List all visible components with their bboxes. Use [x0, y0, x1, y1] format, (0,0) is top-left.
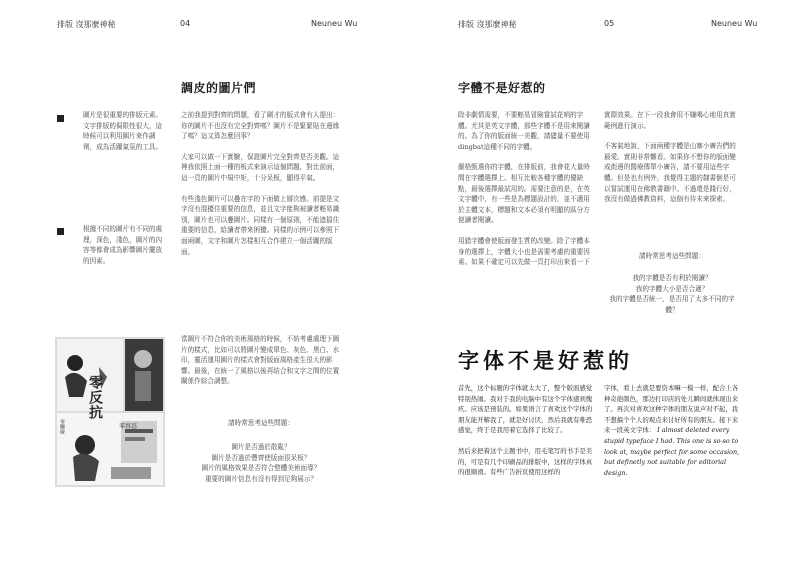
- question: 圖片是否過於豐齊使版面很呆板？: [211, 453, 311, 462]
- side-note: 圖片是很重要的排版元素。文字排版的侷限性很大，這時候可以利用圖片來作調劑，成為活躍氣氛的工具。: [83, 111, 163, 151]
- question: 我的字體大小是否合適？: [635, 284, 709, 293]
- poster-text: 零觸碰: [59, 419, 65, 434]
- body-text-left: [181, 110, 341, 267]
- handwriting-col1: [458, 383, 594, 488]
- poster-collage-illustration: [55, 337, 165, 487]
- question-intro: 請時常思考這些問題：: [639, 252, 705, 260]
- question-list: [604, 273, 740, 315]
- question: 我的字體是否統一，是否用了太多不同的字體？: [609, 295, 735, 314]
- section-title-right: 字體不是好惹的: [458, 81, 546, 95]
- poster-text: 零反抗: [87, 375, 103, 420]
- paragraph: 字体，看上去就是要资本嘛一模一样，配合上各种奇葩颜色，那边打印店的处儿瞬间就体现出来了。再次对喜欢这种字体的朋友说声对不起，我不想搞个个人的观点来讨好所有的朋友。接下来来一段英文字体：: [604, 384, 739, 435]
- running-header-left: 排版 沒那麼神秘: [57, 20, 116, 29]
- english-sample-text: I almost deleted every stupid typeface I had. This one is so-so to look at, maybe perfect for some occasion, but definetly not suitable for editorial design.: [604, 426, 740, 477]
- bullet-marker: [57, 115, 64, 122]
- question-list: [181, 442, 341, 484]
- display-heading: 字体不是好惹的: [458, 349, 633, 373]
- poster-collage-image: [55, 337, 165, 487]
- body-text-right-col1: [458, 110, 594, 278]
- paragraph: 之前我提到對齊的問題，看了剛才的版式會有人提出：你的圖片不也沒有完全對齊嗎？圖片不是緊緊貼在邊緣了嗎？這又算怎麼回事？: [181, 111, 340, 141]
- question: 重要的圖片信息有沒有得到足夠展示？: [204, 474, 318, 483]
- paragraph: 實際效果。在下一段我會用不嫌喝心地用真實範例進行演示。: [604, 111, 736, 130]
- question: 圖片的風格效果是否符合整體美術面導？: [201, 464, 321, 473]
- paragraph: 嚴格甄選你的字體，在排版前，我會花大量時間在字體選擇上。相互比較各種字體的優缺點，最後選擇最試用的。需要注意的是，在英文字體中，有一些是為標題設計的，並不適用於主體文本，標題和文本必須有明顯的區分方便讀者閱讀。: [458, 163, 590, 225]
- poster-text: 零容忍: [119, 423, 138, 430]
- handwriting-col2: [604, 383, 740, 478]
- question-intro: 請時常思考這些問題：: [228, 419, 294, 427]
- question: 我的字體是否有利於閱讀？: [632, 274, 712, 282]
- paragraph: 首先，这个标题的字体就太大了，整个版面感觉特别热闹。我对于我的电脑中有这个字体感到愧疚。应该是预装的。如果语言了喜欢这个字体的朋友能开解我了，就是好讨厌，然后我就有唯恐感觉，终于是我用着它选择了比较了。: [458, 384, 593, 435]
- author-left: Neuneu Wu: [311, 19, 358, 28]
- page-number-left: 04: [180, 19, 191, 28]
- paragraph: 然后来把着这个主题书中，用毛笔写的书手是美的，可是有几个印刷品的排版中，这样的字体真的很顺滑。有些广告折页使用这样的: [458, 446, 593, 477]
- paragraph: 有些淺色圖片可以疊在字的下面做上層次感。前提是文字沒有混擾住重要的信息，並且文字能夠被讀者輕易識別，圖片也可以疊圖片。同樣有一個原則，不能遮擋住重要的信息，給讀者帶來困擾。同樣的示例可以參照下面兩圖，文字和圖片怎樣相互合作建立一個活躍的版面。: [181, 194, 340, 256]
- side-note: 根據不同的圖片有不同的處理，深色，淺色，圖片的內容等都會成為影響圖片擺放的因素。: [83, 225, 163, 265]
- section-title-left: 調皮的圖片們: [181, 81, 257, 95]
- paragraph: 用錯字體會使版面發生質的改變。除了字體本身的選擇上，字體大小也是需要考慮的重要因素。如果不確定可以先做一頁打印出來看一下: [458, 236, 590, 267]
- paragraph: 當圖片不符合你的美術風格的時候，不妨考慮處理下圖片的樣式，比如可以將圖片變成單色、灰色、黑白、水印，靈活運用圖片的樣式會對版面風格產生很大的影響。最後，在統一了風格以後再結合和文字之間的位置關係作綜合調整。: [181, 335, 340, 386]
- body-text-right-col2: [604, 110, 740, 215]
- question: 圖片是否過於散亂？: [231, 443, 291, 451]
- bullet-marker: [57, 228, 64, 235]
- paragraph: 大家可以做一下實驗，保證圖片完全對齊是否美觀。這裡我依照上面一種的板式來演示這個問題，對比前面，這一頁的圖片中規中矩，十分呆板，顯得平氣。: [181, 152, 340, 182]
- author-right: Neuneu Wu: [711, 19, 758, 28]
- page-number-right: 05: [604, 19, 615, 28]
- paragraph: 除非劇情需要，不要輕易冒險嘗試花哨的字體。尤其是英文字體，那些字體不是用來閱讀的。為了你的版面統一美觀，請儘量不要使用dingbat這種不同的字體。: [458, 111, 590, 151]
- running-header-right: 排版 沒那麼神秘: [458, 20, 517, 29]
- paragraph: 不客氣地說，下面兩種字體是山寨小廣告們的最愛。實則非常難看。如果你不想你的版面變成街邊的醫療傳單小廣告，請不要用這些字體。但是也有例外，我覺得主題的隸書倒是可以嘗試運用在佛教書籍中。不過還是踐行好，我沒有做過佛教資料，這個有待未來探索。: [604, 142, 736, 204]
